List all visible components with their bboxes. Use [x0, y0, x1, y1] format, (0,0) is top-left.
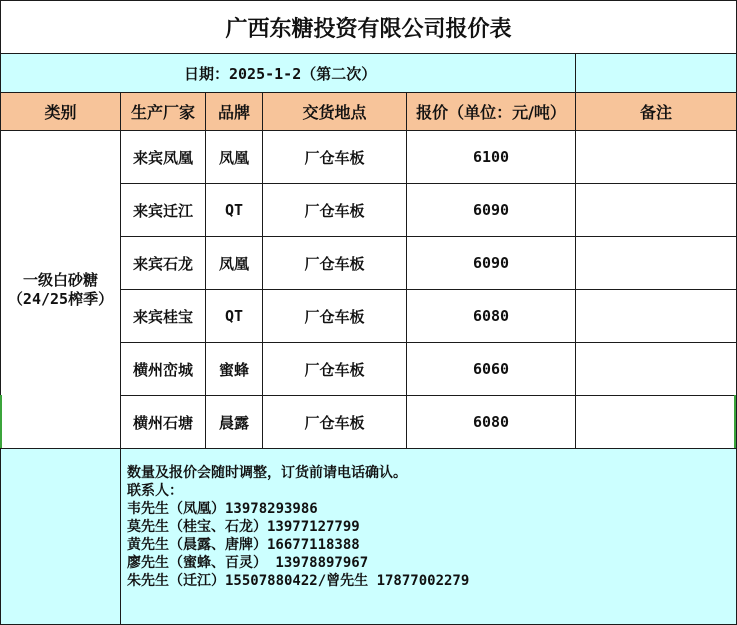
location-cell: 厂仓车板: [263, 131, 407, 184]
note-cell: [576, 237, 737, 290]
factory-cell: 来宾桂宝: [121, 290, 206, 343]
date-label: 日期：2025-1-2（第二次）: [1, 54, 576, 93]
right-edge-marker: [734, 395, 736, 448]
contact-heading: 联系人：: [127, 483, 183, 499]
note-cell: [576, 343, 737, 396]
contact-line: 莫先生（桂宝、石龙）13977127799: [127, 519, 360, 535]
contact-notes: [121, 449, 737, 625]
header-factory: 生产厂家: [121, 93, 206, 131]
contact-empty-cell: [1, 449, 121, 625]
brand-cell: 凤凰: [206, 237, 263, 290]
location-cell: 厂仓车板: [263, 343, 407, 396]
contact-line: 韦先生（凤凰）13978293986: [127, 501, 318, 517]
header-category: 类别: [1, 93, 121, 131]
price-cell: 6090: [407, 184, 576, 237]
contact-line: 朱先生（迁江）15507880422/曾先生 17877002279: [127, 573, 470, 589]
brand-cell: 蜜蜂: [206, 343, 263, 396]
brand-cell: QT: [206, 184, 263, 237]
location-cell: 厂仓车板: [263, 290, 407, 343]
factory-cell: 来宾石龙: [121, 237, 206, 290]
location-cell: 厂仓车板: [263, 396, 407, 449]
factory-cell: 横州峦城: [121, 343, 206, 396]
brand-cell: 凤凰: [206, 131, 263, 184]
header-location: 交货地点: [263, 93, 407, 131]
date-row-empty-cell: [576, 54, 737, 93]
location-cell: 厂仓车板: [263, 184, 407, 237]
price-cell: 6080: [407, 396, 576, 449]
brand-cell: 晨露: [206, 396, 263, 449]
contact-line: 黄先生（晨露、唐牌）16677118388: [127, 537, 360, 553]
note-cell: [576, 290, 737, 343]
factory-cell: 横州石塘: [121, 396, 206, 449]
header-price: 报价（单位：元/吨）: [407, 93, 576, 131]
location-cell: 厂仓车板: [263, 237, 407, 290]
price-cell: 6090: [407, 237, 576, 290]
factory-cell: 来宾凤凰: [121, 131, 206, 184]
header-note: 备注: [576, 93, 737, 131]
notice-text: 数量及报价会随时调整，订货前请电话确认。: [127, 465, 407, 481]
date-row: [1, 54, 737, 93]
price-cell: 6100: [407, 131, 576, 184]
note-cell: [576, 396, 737, 449]
note-cell: [576, 131, 737, 184]
contact-line: 廖先生（蜜蜂、百灵） 13978897967: [127, 555, 369, 571]
header-brand: 品牌: [206, 93, 263, 131]
price-cell: 6080: [407, 290, 576, 343]
category-name: 一级白砂糖: [22, 270, 98, 289]
title-row: [1, 1, 737, 54]
category-cell: [1, 131, 121, 449]
left-edge-marker: [0, 395, 2, 448]
brand-cell: QT: [206, 290, 263, 343]
category-season: （24/25榨季）: [7, 289, 114, 308]
sheet-title: 广西东糖投资有限公司报价表: [1, 1, 737, 54]
price-cell: 6060: [407, 343, 576, 396]
table-row: [1, 131, 737, 184]
note-cell: [576, 184, 737, 237]
header-row: [1, 93, 737, 131]
factory-cell: 来宾迁江: [121, 184, 206, 237]
contact-row: [1, 449, 737, 625]
